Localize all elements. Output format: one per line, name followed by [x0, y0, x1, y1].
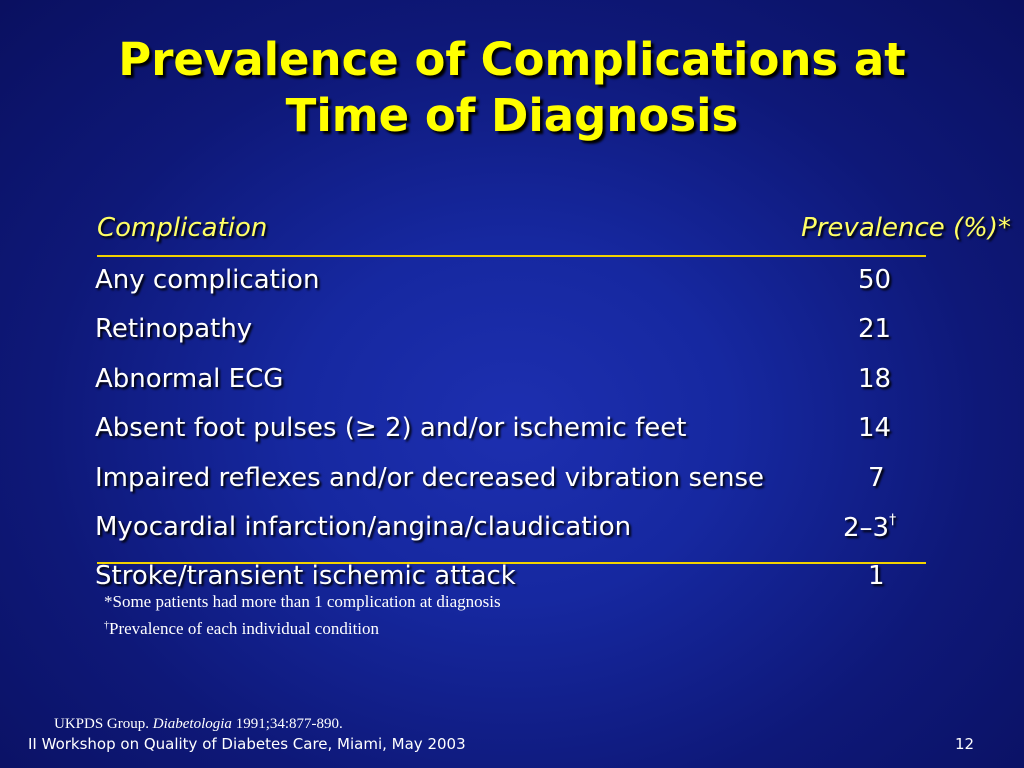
row-value-myocardial-infarction	[843, 512, 896, 543]
slide-title-line-1: Prevalence of Complications at	[118, 33, 906, 86]
citation-journal: Diabetologia	[152, 716, 232, 732]
row-label-any-complication: Any complication	[95, 265, 320, 295]
footnote-dagger-mark: †	[104, 620, 109, 631]
footnote-multiple-complications: *Some patients had more than 1 complication at diagnosis	[104, 592, 501, 611]
row-label-abnormal-ecg: Abnormal ECG	[95, 364, 284, 394]
column-header-complication: Complication	[97, 213, 268, 243]
row-value-abnormal-ecg: 18	[858, 364, 892, 394]
header-divider	[97, 255, 926, 257]
row-value-impaired-reflexes: 7	[868, 463, 885, 493]
row-value-stroke: 1	[868, 561, 885, 591]
column-header-prevalence: Prevalence (%)*	[801, 213, 1011, 243]
row-value-any-complication: 50	[858, 265, 892, 295]
footer-event: II Workshop on Quality of Diabetes Care, Miami, May 2003	[28, 735, 466, 753]
row-label-impaired-reflexes: Impaired reflexes and/or decreased vibration sense	[95, 463, 765, 493]
citation-details: 1991;34:877-890.	[235, 716, 343, 732]
slide-title-line-2: Time of Diagnosis	[285, 89, 739, 142]
slide-title	[0, 32, 1024, 144]
row-value-text: 2–3	[843, 513, 890, 543]
citation	[54, 716, 343, 733]
row-label-absent-foot-pulses: Absent foot pulses (≥ 2) and/or ischemic feet	[95, 413, 687, 443]
row-label-myocardial-infarction: Myocardial infarction/angina/claudication	[95, 512, 632, 542]
row-label-stroke: Stroke/transient ischemic attack	[95, 561, 516, 591]
footnote-individual-condition	[104, 619, 379, 639]
row-value-retinopathy: 21	[858, 314, 892, 344]
citation-authors: UKPDS Group.	[54, 716, 150, 732]
row-value-absent-foot-pulses: 14	[858, 413, 892, 443]
row-label-retinopathy: Retinopathy	[95, 314, 253, 344]
dagger-mark: †	[889, 512, 897, 528]
footnote-text: Prevalence of each individual condition	[109, 619, 380, 638]
slide-number: 12	[955, 735, 975, 753]
